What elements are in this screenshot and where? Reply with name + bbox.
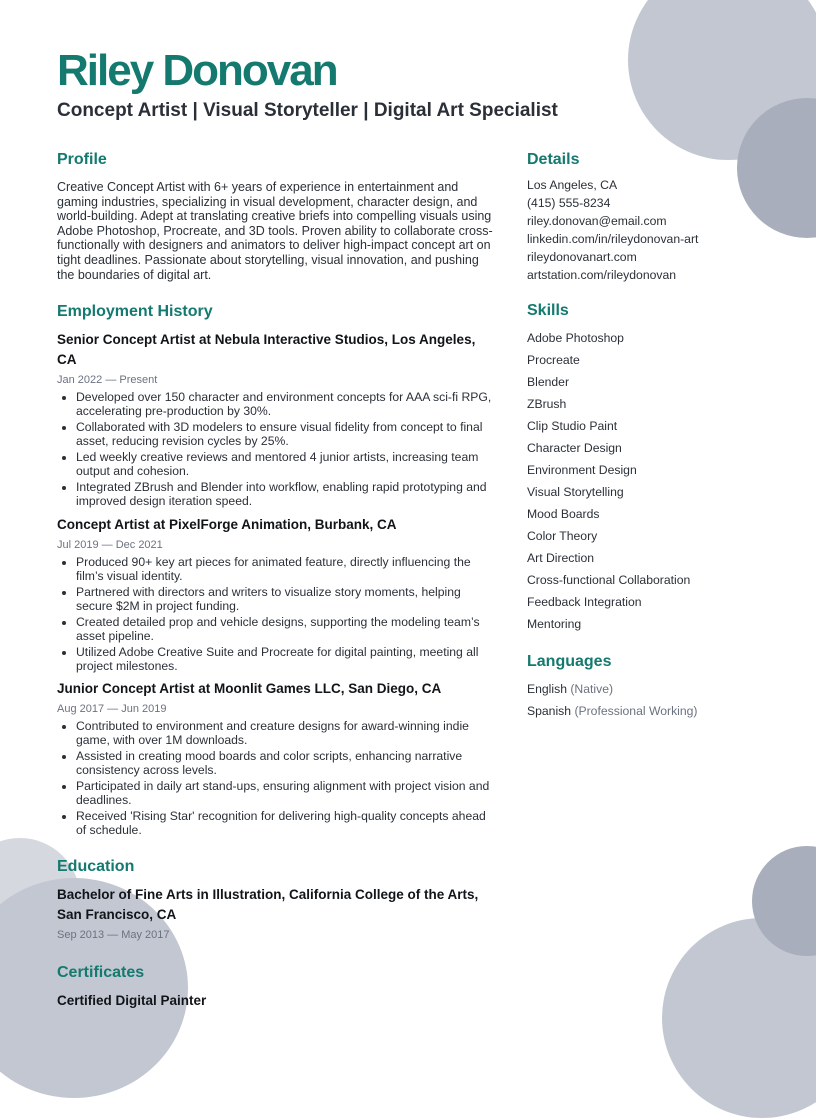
job-dates: Jan 2022 — Present (57, 374, 158, 387)
employment-list (57, 330, 493, 837)
degree-title: Bachelor of Fine Arts in Illustration, California College of the Arts, San Francisco, CA (57, 887, 479, 923)
language-level: (Native) (570, 682, 614, 696)
skill-item: Feedback Integration (527, 595, 642, 609)
language-name: Spanish (527, 704, 572, 718)
job-bullet: • Produced 90+ key art pieces for animated feature, directly influencing the film’s visual identity. (76, 555, 493, 583)
contact-line: Los Angeles, CA (527, 178, 618, 192)
job-entry (57, 679, 493, 837)
skill-item: Environment Design (527, 463, 637, 477)
job-title: Concept Artist at PixelForge Animation, Burbank, CA (57, 516, 397, 532)
candidate-name: Riley Donovan (57, 46, 337, 95)
certificate-title: Certified Digital Painter (57, 993, 207, 1009)
sidebar-column (527, 148, 767, 737)
job-bullet: • Created detailed prop and vehicle designs, supporting the modeling team’s asset pipeline. (76, 615, 493, 643)
certificate-entry (57, 991, 493, 1011)
skill-item: ZBrush (527, 397, 567, 411)
language-item (527, 700, 767, 722)
job-dates: Aug 2017 — Jun 2019 (57, 702, 167, 715)
education-entry (57, 885, 493, 943)
skill-item: Procreate (527, 353, 580, 367)
skill-item: Adobe Photoshop (527, 331, 624, 345)
skill-item: Character Design (527, 441, 622, 455)
profile-summary: Creative Concept Artist with 6+ years of experience in entertainment and gaming industries, specializing in visual development, character design, and world-building. Adept at translating creative briefs into compelling visuals using Adobe Photoshop, Procreate, and 3D tools. Proven ability to collaborate cross-functionally with designers and animators to deliver high-impact concept art on tight deadlines. Passionate about storytelling, visual innovation, and pushing the boundaries of digital art. (57, 180, 493, 282)
job-title: Senior Concept Artist at Nebula Interactive Studios, Los Angeles, CA (57, 332, 476, 368)
candidate-tagline: Concept Artist | Visual Storyteller | Digital Art Specialist (57, 100, 558, 121)
skills-section (527, 299, 767, 635)
skill-item: Art Direction (527, 551, 595, 565)
certificates-list (57, 991, 493, 1011)
job-bullet: • Integrated ZBrush and Blender into workflow, enabling rapid prototyping and improved design iteration speed. (76, 480, 493, 508)
certificates-heading: Certificates (57, 964, 145, 982)
languages-list (527, 678, 767, 722)
employment-heading: Employment History (57, 303, 213, 321)
details-section (527, 148, 767, 284)
job-bullet: • Received 'Rising Star' recognition for delivering high-quality concepts ahead of schedule. (76, 809, 493, 837)
language-name: English (527, 682, 567, 696)
profile-heading: Profile (57, 151, 107, 168)
job-bullet: • Partnered with directors and writers to visualize story moments, helping secure $2M in project funding. (76, 585, 493, 613)
main-column (57, 148, 493, 1011)
contact-link[interactable]: riley.donovan@email.com (527, 214, 667, 228)
education-dates: Sep 2013 — May 2017 (57, 929, 170, 942)
contact-link[interactable]: artstation.com/rileydonovan (527, 268, 677, 282)
skills-list (527, 327, 767, 635)
language-level: (Professional Working) (574, 704, 698, 718)
job-bullet: • Collaborated with 3D modelers to ensure visual fidelity from concept to final asset, reducing revision cycles by 25%. (76, 420, 493, 448)
languages-section (527, 650, 767, 722)
job-bullets (57, 555, 493, 673)
contact-line: (415) 555-8234 (527, 196, 611, 210)
education-heading: Education (57, 858, 135, 876)
job-dates: Jul 2019 — Dec 2021 (57, 538, 163, 551)
skill-item: Visual Storytelling (527, 485, 624, 499)
education-list (57, 885, 493, 943)
job-bullet: • Developed over 150 character and environment concepts for AAA sci-fi RPG, accelerating pre-production by 30%. (76, 390, 493, 418)
skill-item: Color Theory (527, 529, 598, 543)
job-bullet: • Utilized Adobe Creative Suite and Procreate for digital painting, meeting all project milestones. (76, 645, 493, 673)
contact-link[interactable]: linkedin.com/in/rileydonovan-art (527, 232, 699, 246)
details-heading: Details (527, 151, 580, 168)
languages-heading: Languages (527, 653, 612, 670)
job-title: Junior Concept Artist at Moonlit Games LLC, San Diego, CA (57, 680, 442, 696)
job-entry (57, 330, 493, 508)
skill-item: Clip Studio Paint (527, 419, 618, 433)
skill-item: Mood Boards (527, 507, 600, 521)
contact-link[interactable]: rileydonovanart.com (527, 250, 637, 264)
skill-item: Mentoring (527, 617, 582, 631)
job-bullets (57, 719, 493, 837)
job-bullets (57, 390, 493, 508)
language-item (527, 678, 767, 700)
job-bullet: • Led weekly creative reviews and mentored 4 junior artists, increasing team output and cohesion. (76, 450, 493, 478)
skill-item: Cross-functional Collaboration (527, 573, 691, 587)
job-entry (57, 515, 493, 673)
job-bullet: • Assisted in creating mood boards and color scripts, enhancing narrative consistency across levels. (76, 749, 493, 777)
skills-heading: Skills (527, 302, 569, 319)
job-bullet: • Participated in daily art stand-ups, ensuring alignment with project vision and deadlines. (76, 779, 493, 807)
details-list (527, 176, 767, 284)
skill-item: Blender (527, 375, 570, 389)
job-bullet: • Contributed to environment and creature designs for award-winning indie game, with over 1M downloads. (76, 719, 493, 747)
